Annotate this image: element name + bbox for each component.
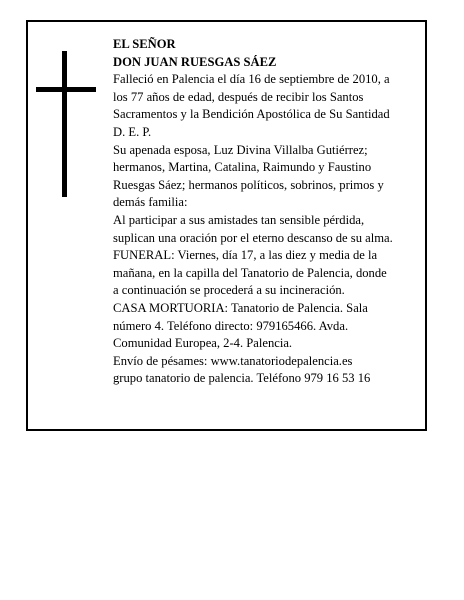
text-line: FUNERAL: Viernes, día 17, a las diez y media de la	[113, 248, 378, 263]
text-line: Al participar a sus amistades tan sensible pérdida,	[113, 212, 365, 227]
text-line: demás familia:	[113, 195, 188, 210]
latin-cross-icon	[36, 51, 96, 197]
text-line: Sacramentos y la Bendición Apostólica de Su Santidad	[113, 107, 390, 122]
paragraph-request	[113, 212, 423, 247]
text-line: Envío de pésames: www.tanatoriodepalencia.es	[113, 353, 353, 368]
obituary-text	[113, 36, 423, 388]
paragraph-death-announcement	[113, 71, 423, 141]
text-line: Ruesgas Sáez; hermanos políticos, sobrinos, primos y	[113, 177, 384, 192]
heading-deceased-name: DON JUAN RUESGAS SÁEZ	[113, 54, 277, 69]
text-line: los 77 años de edad, después de recibir los Santos	[113, 89, 364, 104]
text-line: suplican una oración por el eterno descanso de su alma.	[113, 230, 393, 245]
text-line: Falleció en Palencia el día 16 de septiembre de 2010, a	[113, 72, 390, 87]
cross-horizontal-bar	[36, 87, 96, 92]
text-line: D. E. P.	[113, 124, 152, 139]
text-line: Su apenada esposa, Luz Divina Villalba Gutiérrez;	[113, 142, 368, 157]
paragraph-mortuary	[113, 300, 423, 353]
heading-title: EL SEÑOR	[113, 37, 176, 51]
paragraph-funeral	[113, 247, 423, 300]
paragraph-condolences	[113, 353, 423, 388]
text-line: Comunidad Europea, 2-4. Palencia.	[113, 336, 293, 351]
cross-vertical-bar	[62, 51, 67, 197]
text-line: grupo tanatorio de palencia. Teléfono 979 16 53 16	[113, 371, 371, 386]
text-line: mañana, en la capilla del Tanatorio de Palencia, donde	[113, 265, 387, 280]
text-line: número 4. Teléfono directo: 979165466. Avda.	[113, 318, 349, 333]
paragraph-family	[113, 142, 423, 212]
text-line: hermanos, Martina, Catalina, Raimundo y Faustino	[113, 160, 372, 175]
text-line: CASA MORTUORIA: Tanatorio de Palencia. Sala	[113, 300, 368, 315]
text-line: a continuación se procederá a su incineración.	[113, 283, 345, 298]
